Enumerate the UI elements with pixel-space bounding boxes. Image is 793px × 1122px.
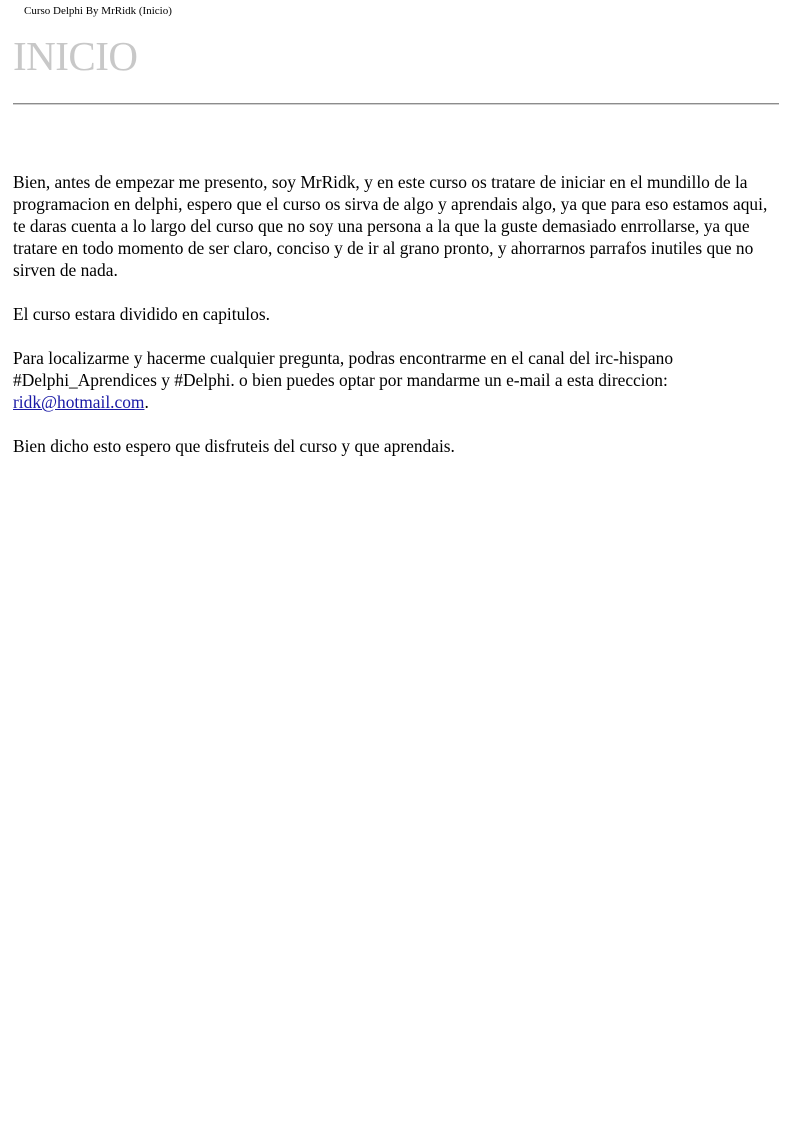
document-header: Curso Delphi By MrRidk (Inicio) [24, 5, 172, 17]
contact-paragraph [13, 347, 775, 413]
intro-paragraph: Bien, antes de empezar me presento, soy MrRidk, y en este curso os tratare de iniciar en el mundillo de la programacion en delphi, espero que el curso os sirva de algo y aprendais algo, ya que para eso estamos aqui, te daras cuenta a lo largo del curso que no soy una persona a la que la guste demasiado enrrollarse, ya que tratare en todo momento de ser claro, conciso y de ir al grano pronto, y ahorrarnos parrafos inutiles que no sirven de nada. [13, 172, 768, 280]
contact-end: . [144, 392, 149, 412]
page-title: INICIO [13, 33, 138, 79]
title-divider [13, 103, 779, 105]
email-link[interactable]: ridk@hotmail.com [13, 392, 145, 412]
closing-paragraph: Bien dicho esto espero que disfruteis del curso y que aprendais. [13, 436, 455, 456]
chapters-paragraph: El curso estara dividido en capitulos. [13, 304, 270, 324]
contact-text: Para localizarme y hacerme cualquier pregunta, podras encontrarme en el canal del irc-hispano #Delphi_Aprendices y #Delphi. o bien puedes optar por mandarme un e-mail a esta direccion: [13, 348, 674, 390]
document-body [13, 171, 775, 479]
